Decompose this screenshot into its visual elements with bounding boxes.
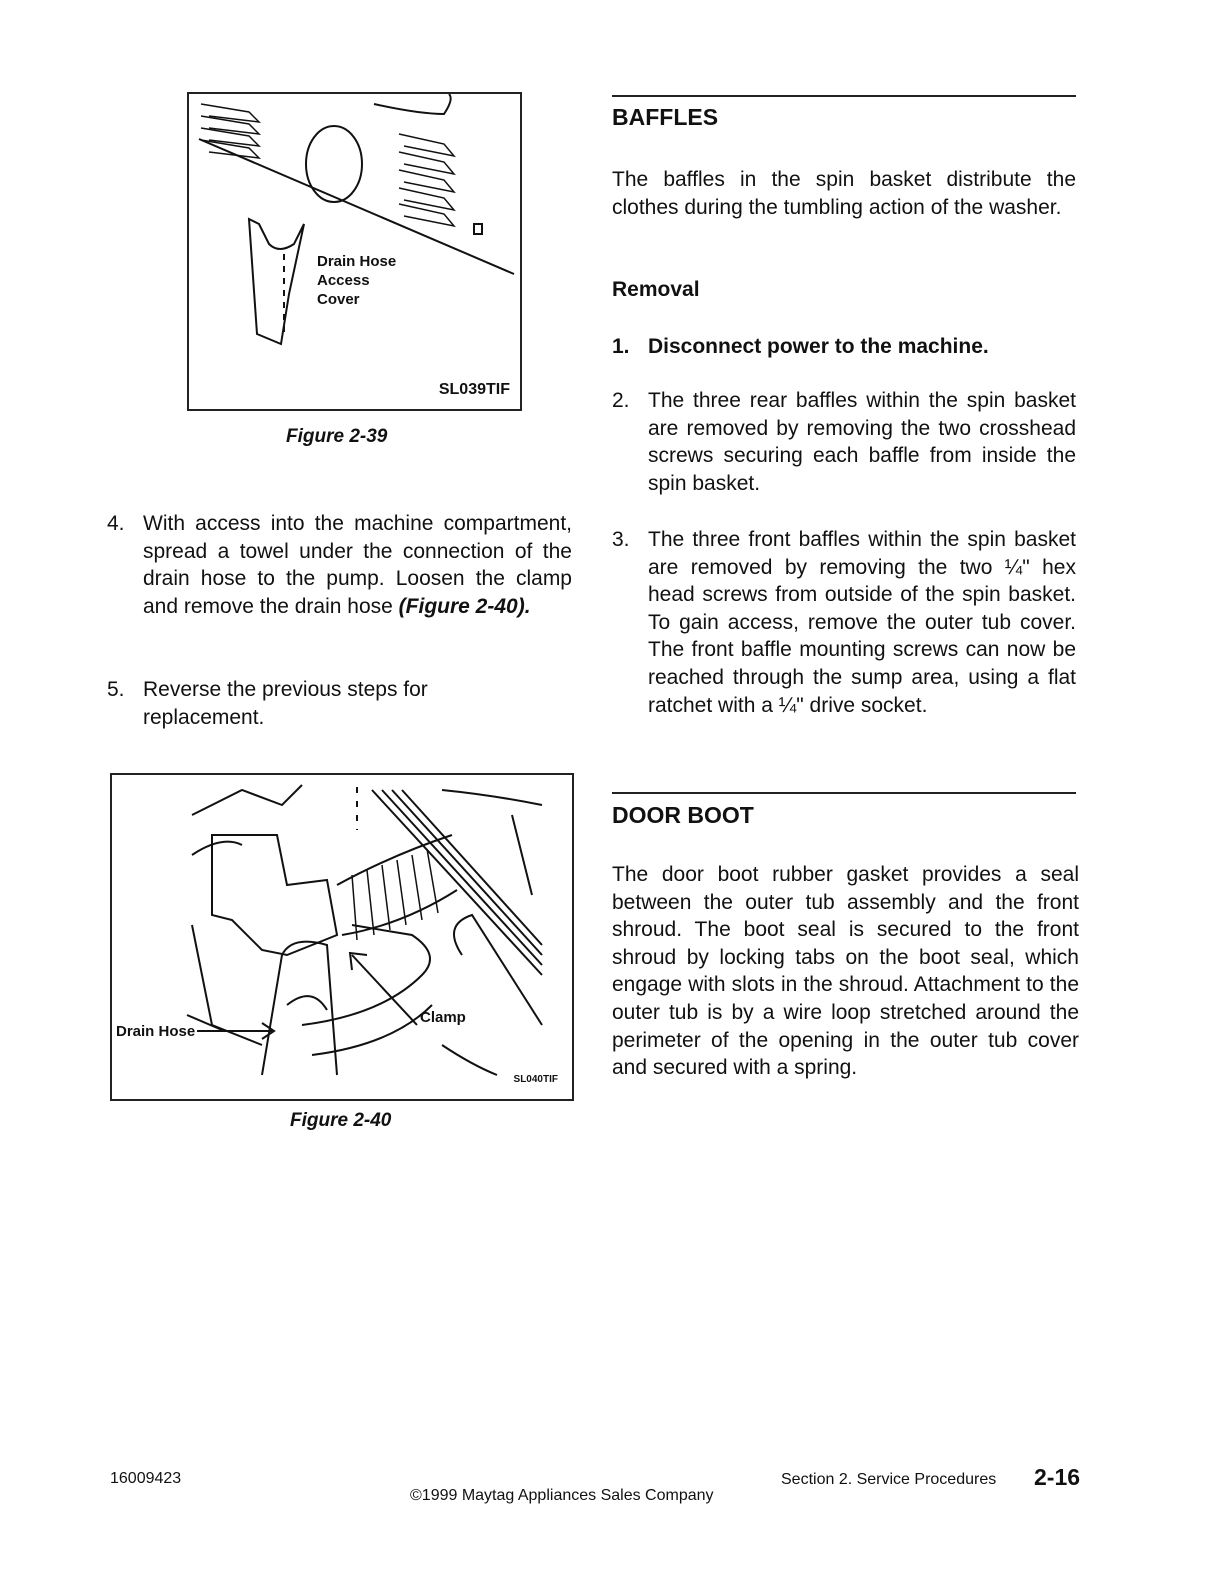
step-number: 2. — [612, 389, 630, 412]
step-text: Reverse the previous steps for replacement. — [143, 678, 428, 729]
baffle-step-1 — [612, 333, 1076, 361]
step-number: 3. — [612, 528, 630, 551]
baffle-step-3 — [612, 526, 1076, 719]
step-number: 1. — [612, 335, 630, 358]
baffle-step-2 — [612, 387, 1076, 497]
section-divider — [612, 792, 1076, 794]
step-text: The three rear baffles within the spin basket are removed by removing the two crosshead screws securing each baffle from inside the spin basket. — [648, 389, 1076, 495]
baffles-heading: BAFFLES — [612, 104, 719, 130]
section-divider — [612, 95, 1076, 97]
figure-40-code: SL040TIF — [513, 1074, 558, 1085]
door-boot-text: The door boot rubber gasket provides a seal between the outer tub assembly and the front shroud. The boot seal is secured to the front shroud by locking tabs on the boot seal, which engage with slots in the shroud. Attachment to the outer tub is by a wire loop stretched around the perimeter of the opening in the outer tub cover and secured with a spring. — [612, 863, 1079, 1080]
figure-39-code: SL039TIF — [438, 381, 510, 398]
door-boot-heading: DOOR BOOT — [612, 802, 754, 828]
baffles-intro: The baffles in the spin basket distribute the clothes during the tumbling action of the washer. — [612, 168, 1076, 219]
copyright: ©1999 Maytag Appliances Sales Company — [410, 1487, 714, 1504]
drain-hose-clamp-illustration — [112, 775, 572, 1099]
step-text: Disconnect power to the machine. — [648, 335, 989, 358]
figure-2-39 — [187, 92, 522, 411]
figure-39-caption: Figure 2-39 — [286, 426, 388, 447]
figure-39-label — [317, 252, 396, 309]
step-text: The three front baffles within the spin basket are removed by removing the two ¼" hex head screws from outside of the spin basket. To gain access, remove the outer tub cover. The front baffle mounting screws can now be reached through the sump area, using a flat ratchet with a ¼" drive socket. — [648, 528, 1076, 717]
step-number: 4. — [107, 512, 125, 535]
label-line: Cover — [317, 291, 360, 308]
removal-subheading: Removal — [612, 278, 700, 301]
section-title: Section 2. Service Procedures — [781, 1471, 997, 1488]
clamp-label: Clamp — [420, 1009, 466, 1026]
page-number: 2-16 — [1034, 1464, 1081, 1490]
label-line: Access — [317, 272, 370, 289]
figure-2-40 — [110, 773, 574, 1101]
step-5 — [107, 676, 507, 731]
step-text: With access into the machine compartment, spread a towel under the connection of the drain hose to the pump. Loosen the clamp and remove the drain hose — [143, 512, 572, 618]
label-line: Drain Hose — [317, 253, 397, 270]
document-number: 16009423 — [110, 1470, 182, 1487]
figure-reference: (Figure 2-40). — [398, 594, 531, 618]
drain-hose-label: Drain Hose — [116, 1023, 196, 1040]
figure-40-caption: Figure 2-40 — [290, 1110, 392, 1131]
step-number: 5. — [107, 678, 125, 701]
step-4 — [107, 510, 572, 620]
